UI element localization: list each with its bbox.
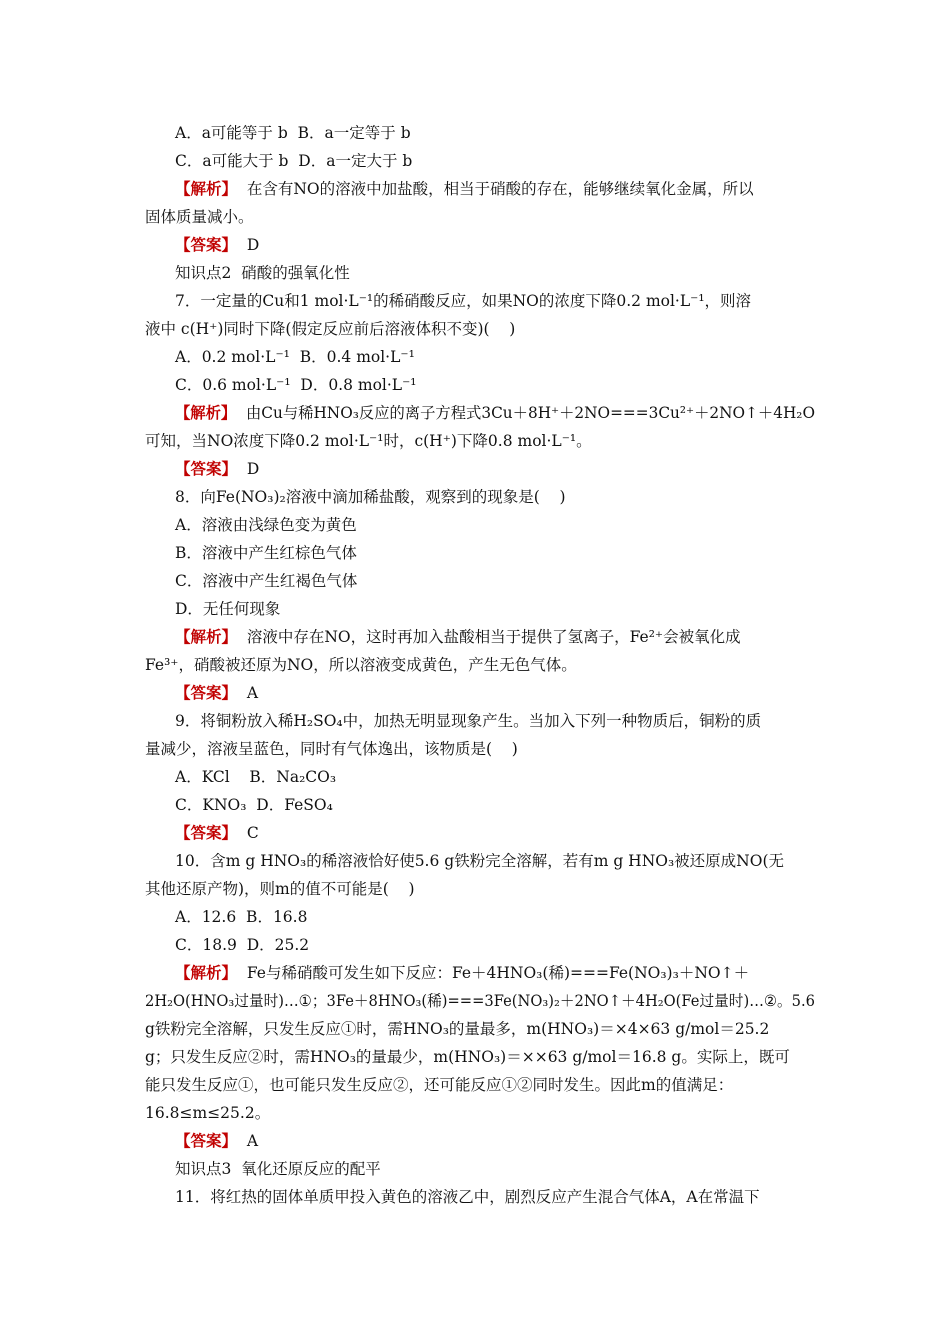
analysis-tag: 【解析】	[175, 403, 237, 422]
analysis-text: 溶液中存在NO，这时再加入盐酸相当于提供了氢离子，Fe²⁺会被氧化成	[237, 628, 741, 646]
question-continuation: 液中 c(H⁺)同时下降(假定反应前后溶液体积不变)( )	[145, 320, 516, 338]
analysis-tag: 【解析】	[175, 627, 238, 646]
analysis-continuation: 2H₂O(HNO₃过量时)…①；3Fe＋8HNO₃(稀)===3Fe(NO₃)₂＋2NO↑＋4H₂O(Fe过量时)…②。5.6	[145, 992, 816, 1010]
analysis-continuation: g；只发生反应②时，需HNO₃的量最少，m(HNO₃)＝××63 g/mol＝16.8 g。实际上，既可	[145, 1048, 790, 1066]
analysis-continuation: 能只发生反应①，也可能只发生反应②，还可能反应①②同时发生。因此m的值满足：	[145, 1076, 734, 1094]
question-line: 10．含m g HNO₃的稀溶液恰好使5.6 g铁粉完全溶解，若有m g HNO₃被还原成NO(无	[175, 852, 784, 870]
analysis-tag: 【解析】	[175, 963, 238, 982]
analysis-line	[175, 403, 815, 423]
answer-tag: 【答案】	[175, 459, 238, 478]
section-heading: 知识点2 硝酸的强氧化性	[175, 264, 350, 282]
option-line: A．a可能等于 b B．a一定等于 b	[175, 124, 411, 142]
option-line: C．18.9 D．25.2	[175, 936, 310, 954]
question-continuation: 量减少，溶液呈蓝色，同时有气体逸出，该物质是( )	[145, 740, 518, 758]
option-line: C．0.6 mol·L⁻¹ D．0.8 mol·L⁻¹	[175, 376, 417, 394]
analysis-text: 在含有NO的溶液中加盐酸，相当于硝酸的存在，能够继续氧化金属，所以	[237, 180, 754, 198]
analysis-line	[175, 963, 749, 983]
question-line: 11．将红热的固体单质甲投入黄色的溶液乙中，剧烈反应产生混合气体A，A在常温下	[175, 1188, 760, 1206]
analysis-tag: 【解析】	[175, 179, 238, 198]
question-line: 8．向Fe(NO₃)₂溶液中滴加稀盐酸，观察到的现象是( )	[175, 488, 566, 506]
analysis-continuation: g铁粉完全溶解，只发生反应①时，需HNO₃的量最多，m(HNO₃)＝×4×63 g/mol＝25.2	[145, 1020, 770, 1038]
option-line: C．溶液中产生红褐色气体	[175, 572, 358, 590]
answer-text: A	[237, 1132, 259, 1150]
analysis-line	[175, 179, 754, 199]
answer-line	[175, 823, 259, 843]
answer-tag: 【答案】	[175, 235, 238, 254]
analysis-continuation: Fe³⁺，硝酸被还原为NO，所以溶液变成黄色，产生无色气体。	[145, 656, 577, 674]
answer-line	[175, 459, 259, 479]
option-line: A．溶液由浅绿色变为黄色	[175, 516, 357, 534]
answer-text: A	[237, 684, 259, 702]
answer-line	[175, 683, 258, 703]
analysis-text: 由Cu与稀HNO₃反应的离子方程式3Cu＋8H⁺＋2NO===3Cu²⁺＋2NO↑＋4H₂O	[236, 404, 815, 422]
analysis-continuation: 固体质量减小。	[145, 208, 254, 226]
answer-tag: 【答案】	[175, 823, 238, 842]
answer-line	[175, 235, 259, 255]
option-line: A．0.2 mol·L⁻¹ B．0.4 mol·L⁻¹	[175, 348, 415, 366]
answer-text: D	[237, 460, 260, 478]
question-continuation: 其他还原产物)，则m的值不可能是( )	[145, 880, 415, 898]
option-line: B．溶液中产生红棕色气体	[175, 544, 357, 562]
option-line: D．无任何现象	[175, 600, 281, 618]
option-line: A．KCl B．Na₂CO₃	[175, 768, 337, 786]
answer-line	[175, 1131, 258, 1151]
option-line: C．KNO₃ D．FeSO₄	[175, 796, 333, 814]
analysis-line	[175, 627, 741, 647]
analysis-continuation: 可知，当NO浓度下降0.2 mol·L⁻¹时，c(H⁺)下降0.8 mol·L⁻¹。	[145, 432, 592, 450]
answer-tag: 【答案】	[175, 1131, 238, 1150]
answer-text: C	[237, 824, 259, 842]
answer-text: D	[237, 236, 260, 254]
analysis-text: Fe与稀硝酸可发生如下反应：Fe＋4HNO₃(稀)===Fe(NO₃)₃＋NO↑＋	[237, 964, 750, 982]
analysis-continuation: 16.8≤m≤25.2。	[145, 1104, 271, 1122]
section-heading: 知识点3 氧化还原反应的配平	[175, 1160, 381, 1178]
option-line: C．a可能大于 b D．a一定大于 b	[175, 152, 413, 170]
option-line: A．12.6 B．16.8	[175, 908, 308, 926]
question-line: 7．一定量的Cu和1 mol·L⁻¹的稀硝酸反应，如果NO的浓度下降0.2 mol·L⁻¹，则溶	[175, 292, 752, 310]
question-line: 9．将铜粉放入稀H₂SO₄中，加热无明显现象产生。当加入下列一种物质后，铜粉的质	[175, 712, 762, 730]
answer-tag: 【答案】	[175, 683, 238, 702]
